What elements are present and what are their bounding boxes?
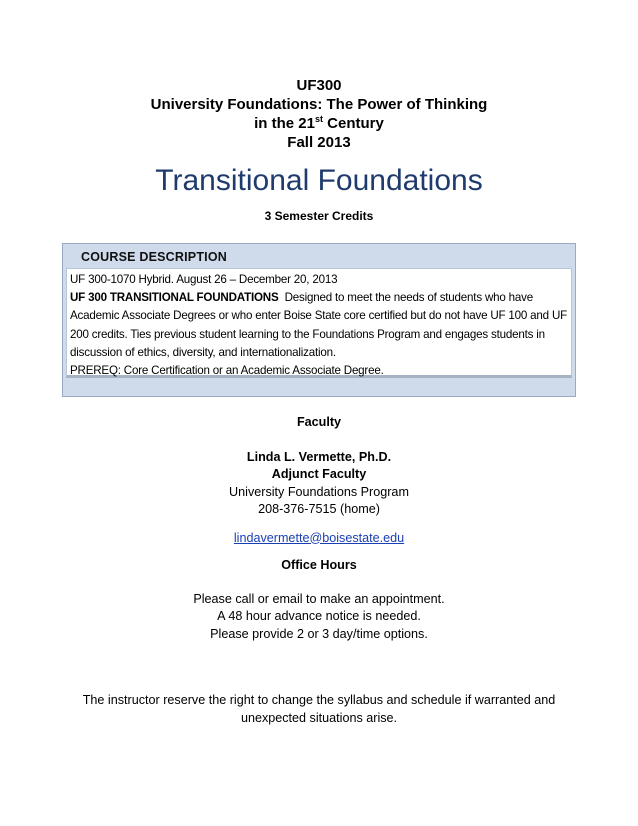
- course-title: Transitional Foundations: [155, 164, 483, 197]
- faculty-heading: Faculty: [296, 415, 342, 429]
- faculty-phone: 208-376-7515 (home): [258, 502, 380, 516]
- course-full-title-line2: in the 21st Century: [254, 114, 384, 132]
- course-full-title: University Foundations: The Power of Thinking: [150, 96, 488, 113]
- course-name: UF 300 TRANSITIONAL FOUNDATIONS: [70, 291, 279, 305]
- description-paragraph: [70, 289, 568, 362]
- faculty-email-link[interactable]: lindavermette@boisestate.edu: [233, 530, 405, 545]
- office-hours-heading: Office Hours: [281, 558, 357, 572]
- office-hours-line3: Please provide 2 or 3 day/time options.: [210, 626, 428, 641]
- faculty-name: Linda L. Vermette, Ph.D.: [246, 449, 392, 464]
- faculty-role: Adjunct Faculty: [271, 467, 367, 481]
- footer-note: The instructor reserve the right to change the syllabus and schedule if warranted and unexpected situations arise.: [82, 693, 556, 725]
- section-line: UF 300-1070 Hybrid. August 26 – December 20, 2013: [70, 273, 338, 286]
- course-description-body: [66, 268, 572, 378]
- description-text: Designed to meet the needs of students who have Academic Associate Degrees or who enter Boise State core certified but do not have UF 100 and UF 200 credits. Ties previous student learning to the Foundations Program and engages students in discussion of ethics, diversity, and internationalization.: [70, 291, 567, 359]
- course-description-box: [62, 243, 576, 397]
- course-description-heading: COURSE DESCRIPTION: [81, 250, 227, 264]
- course-code: UF300: [296, 77, 342, 94]
- office-hours-line1: Please call or email to make an appointment.: [193, 591, 445, 606]
- faculty-program: University Foundations Program: [229, 484, 409, 499]
- faculty-section: [0, 414, 638, 547]
- office-hours-line2: A 48 hour advance notice is needed.: [217, 609, 421, 623]
- office-hours-section: [0, 557, 638, 643]
- syllabus-header: [0, 76, 638, 152]
- prereq: PREREQ: Core Certification or an Academic Associate Degree.: [70, 364, 384, 378]
- credits: 3 Semester Credits: [264, 209, 374, 223]
- term: Fall 2013: [287, 134, 351, 151]
